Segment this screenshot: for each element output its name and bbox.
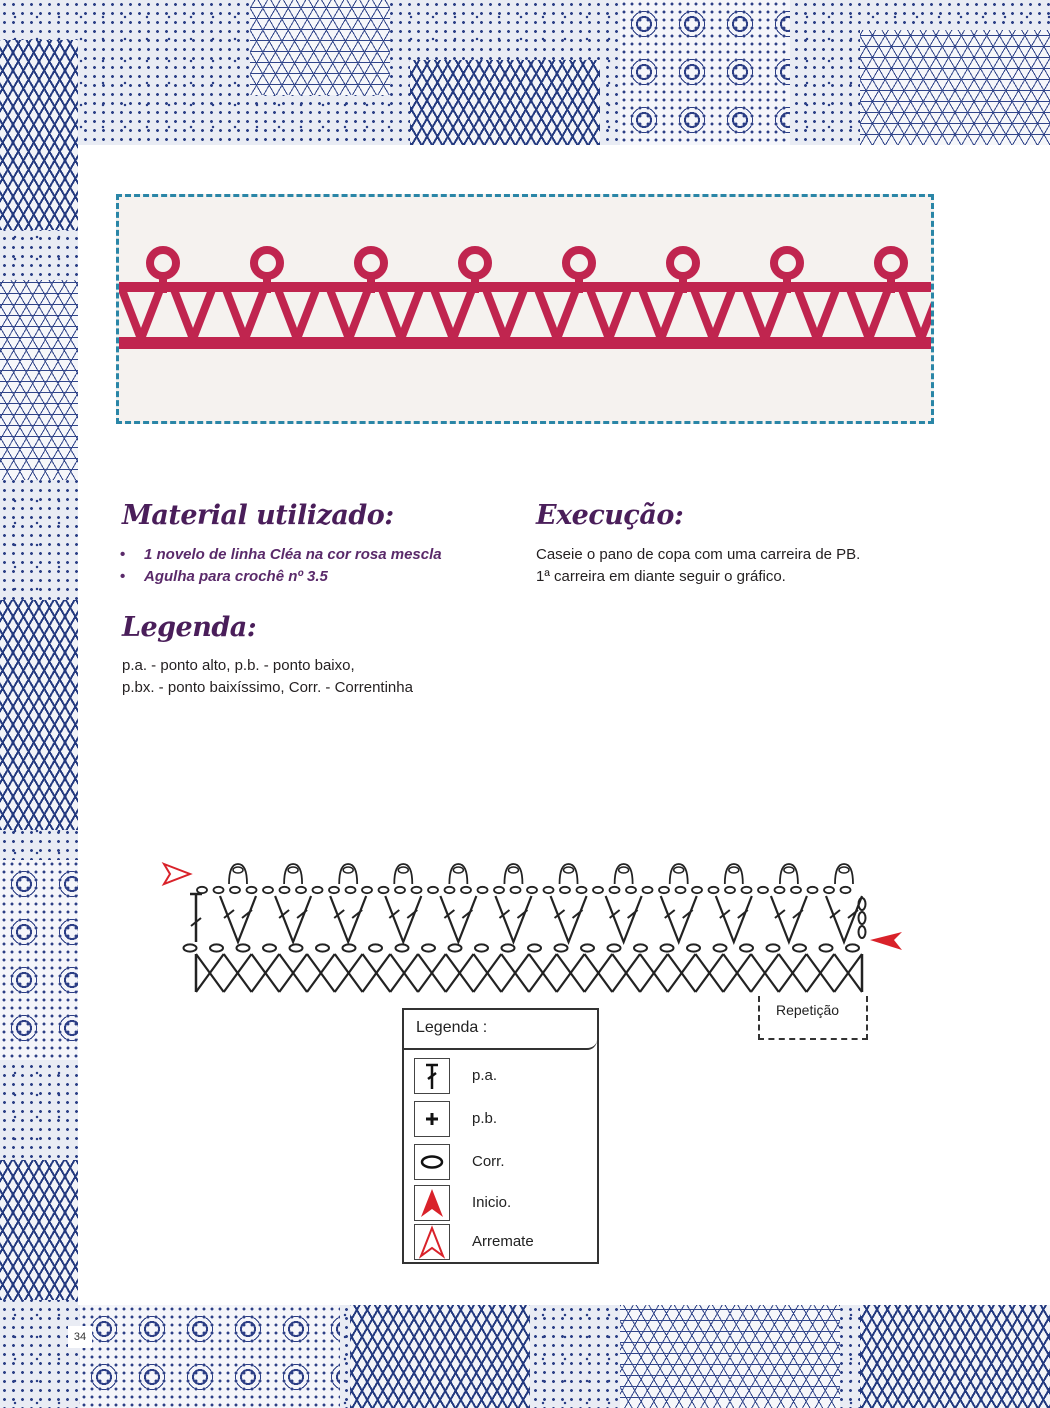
chain-oval-icon — [414, 1144, 450, 1180]
background-patch — [250, 0, 390, 95]
chain-row — [184, 887, 866, 952]
double-crochet-v-stitches — [220, 896, 862, 942]
material-item-label: 1 novelo de linha Cléa na cor rosa mescla — [144, 546, 442, 563]
start-arrow-filled-icon — [414, 1185, 450, 1221]
page-number: 34 — [68, 1326, 92, 1348]
material-item-label: Agulha para crochê nº 3.5 — [144, 568, 328, 585]
start-arrow-filled-icon — [870, 932, 902, 950]
crochet-chart — [150, 850, 910, 1000]
background-patch — [0, 1160, 78, 1300]
background-patch — [860, 1305, 1050, 1408]
legend-row — [414, 1185, 594, 1223]
yarn-edging — [119, 250, 931, 343]
background-patch — [860, 30, 1050, 145]
execution-heading: Execução: — [536, 500, 684, 531]
background-patch — [410, 60, 600, 145]
legend-line: p.a. - ponto alto, p.b. - ponto baixo, — [122, 657, 355, 674]
list-item: • 1 novelo de linha Cléa na cor rosa mescla — [120, 546, 442, 563]
legend-label: Arremate — [472, 1233, 534, 1250]
legend-label: Corr. — [472, 1153, 505, 1170]
background-patch — [0, 860, 78, 1060]
legend-label: p.b. — [472, 1110, 498, 1127]
legend-text — [122, 655, 413, 699]
materials-list — [120, 544, 442, 588]
finish-arrow-outline-icon — [414, 1224, 450, 1260]
crochet-photo — [116, 194, 934, 424]
single-crochet-row — [196, 954, 862, 992]
background-patch — [0, 280, 78, 480]
repeat-bracket — [758, 996, 868, 1040]
legend-row — [414, 1144, 594, 1182]
background-patch — [80, 1305, 340, 1408]
execution-text — [536, 544, 860, 588]
legend-label: p.a. — [472, 1067, 498, 1084]
legend-row — [414, 1224, 594, 1262]
materials-heading: Material utilizado: — [122, 500, 394, 531]
background-patch — [620, 0, 790, 145]
background-patch — [620, 1305, 840, 1408]
crochet-edging-image — [119, 197, 931, 421]
list-item: • Agulha para crochê nº 3.5 — [120, 568, 328, 585]
symbol-legend-title: Legenda : — [404, 1010, 597, 1050]
double-crochet-symbol-icon — [414, 1058, 450, 1094]
execution-line: 1ª carreira em diante seguir o gráfico. — [536, 568, 786, 585]
repeat-label: Repetição — [776, 1002, 840, 1018]
finish-arrow-outline-icon — [164, 864, 190, 884]
background-patch — [0, 600, 78, 830]
legend-line: p.bx. - ponto baixíssimo, Corr. - Correntinha — [122, 679, 413, 696]
legend-label: Inicio. — [472, 1194, 512, 1211]
picot-row — [229, 864, 853, 884]
background-patch — [0, 40, 78, 230]
single-crochet-plus-icon — [414, 1101, 450, 1137]
background-patch — [350, 1305, 530, 1408]
symbol-legend — [402, 1008, 599, 1264]
execution-line: Caseie o pano de copa com uma carreira de PB. — [536, 546, 861, 563]
legend-row — [414, 1058, 594, 1096]
legend-row — [414, 1101, 594, 1139]
legend-heading: Legenda: — [122, 612, 257, 643]
